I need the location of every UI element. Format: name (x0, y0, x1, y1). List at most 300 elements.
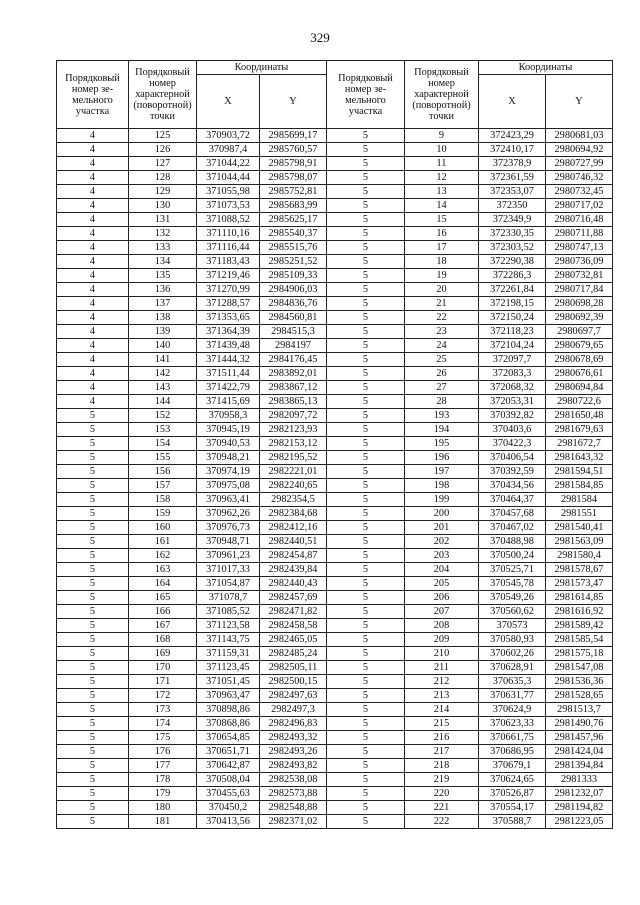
cell-x-left: 370963,47 (197, 689, 260, 703)
cell-y-left: 2985540,37 (260, 227, 327, 241)
cell-y-left: 2982538,08 (260, 773, 327, 787)
cell-parcel-right: 5 (327, 535, 405, 549)
cell-parcel-left: 4 (57, 283, 129, 297)
cell-point-left: 134 (129, 255, 197, 269)
cell-y-left: 2984515,3 (260, 325, 327, 339)
cell-y-right: 2981194,82 (546, 801, 613, 815)
cell-parcel-left: 4 (57, 199, 129, 213)
cell-y-left: 2982384,68 (260, 507, 327, 521)
cell-x-left: 371055,98 (197, 185, 260, 199)
table-row (57, 451, 613, 465)
cell-y-left: 2982221,01 (260, 465, 327, 479)
cell-x-left: 370651,71 (197, 745, 260, 759)
cell-point-right: 205 (405, 577, 479, 591)
cell-y-left: 2982496,83 (260, 717, 327, 731)
cell-point-right: 19 (405, 269, 479, 283)
table-row (57, 143, 613, 157)
cell-point-right: 22 (405, 311, 479, 325)
cell-parcel-left: 5 (57, 773, 129, 787)
cell-x-left: 371288,57 (197, 297, 260, 311)
cell-point-right: 17 (405, 241, 479, 255)
cell-y-right: 2980694,92 (546, 143, 613, 157)
cell-parcel-left: 4 (57, 171, 129, 185)
cell-parcel-left: 4 (57, 311, 129, 325)
cell-y-right: 2980681,03 (546, 129, 613, 143)
cell-point-right: 28 (405, 395, 479, 409)
table-row (57, 381, 613, 395)
cell-point-left: 177 (129, 759, 197, 773)
cell-y-right: 2981528,65 (546, 689, 613, 703)
cell-x-right: 370560,62 (479, 605, 546, 619)
table-row (57, 507, 613, 521)
cell-y-left: 2985760,57 (260, 143, 327, 157)
cell-parcel-left: 5 (57, 577, 129, 591)
cell-parcel-left: 5 (57, 661, 129, 675)
cell-y-left: 2985683,99 (260, 199, 327, 213)
page-number: 329 (310, 30, 330, 45)
cell-point-right: 204 (405, 563, 479, 577)
cell-point-left: 162 (129, 549, 197, 563)
cell-y-left: 2985699,17 (260, 129, 327, 143)
cell-y-right: 2980747,13 (546, 241, 613, 255)
cell-y-right: 2980676,61 (546, 367, 613, 381)
cell-point-right: 23 (405, 325, 479, 339)
cell-parcel-left: 4 (57, 129, 129, 143)
cell-y-left: 2984560,81 (260, 311, 327, 325)
cell-parcel-right: 5 (327, 493, 405, 507)
cell-y-right: 2980697,7 (546, 325, 613, 339)
cell-y-left: 2982493,26 (260, 745, 327, 759)
cell-y-left: 2983892,01 (260, 367, 327, 381)
cell-x-left: 371017,33 (197, 563, 260, 577)
cell-point-left: 130 (129, 199, 197, 213)
cell-y-left: 2982505,11 (260, 661, 327, 675)
cell-parcel-right: 5 (327, 563, 405, 577)
cell-x-right: 372118,23 (479, 325, 546, 339)
cell-parcel-left: 5 (57, 535, 129, 549)
cell-y-left: 2983867,12 (260, 381, 327, 395)
cell-parcel-left: 4 (57, 157, 129, 171)
cell-y-left: 2982440,43 (260, 577, 327, 591)
table-row (57, 675, 613, 689)
cell-x-right: 370392,82 (479, 409, 546, 423)
cell-parcel-right: 5 (327, 689, 405, 703)
cell-point-left: 161 (129, 535, 197, 549)
cell-x-left: 370940,53 (197, 437, 260, 451)
cell-point-left: 136 (129, 283, 197, 297)
cell-y-left: 2982471,82 (260, 605, 327, 619)
cell-parcel-left: 4 (57, 255, 129, 269)
table-row (57, 591, 613, 605)
cell-parcel-right: 5 (327, 395, 405, 409)
cell-point-left: 165 (129, 591, 197, 605)
cell-y-right: 2980678,69 (546, 353, 613, 367)
cell-x-left: 370868,86 (197, 717, 260, 731)
cell-point-right: 21 (405, 297, 479, 311)
cell-x-right: 370488,98 (479, 535, 546, 549)
cell-parcel-right: 5 (327, 143, 405, 157)
cell-point-left: 155 (129, 451, 197, 465)
cell-y-right: 2981616,92 (546, 605, 613, 619)
table-row (57, 479, 613, 493)
cell-point-left: 156 (129, 465, 197, 479)
table-body (57, 129, 613, 829)
cell-x-left: 370974,19 (197, 465, 260, 479)
cell-parcel-right: 5 (327, 759, 405, 773)
cell-parcel-right: 5 (327, 731, 405, 745)
cell-point-left: 181 (129, 815, 197, 829)
cell-x-right: 370467,02 (479, 521, 546, 535)
cell-point-right: 216 (405, 731, 479, 745)
cell-x-left: 371110,16 (197, 227, 260, 241)
cell-parcel-right: 5 (327, 675, 405, 689)
cell-parcel-left: 5 (57, 423, 129, 437)
cell-y-left: 2984906,03 (260, 283, 327, 297)
cell-y-right: 2981578,67 (546, 563, 613, 577)
cell-point-left: 175 (129, 731, 197, 745)
cell-point-right: 9 (405, 129, 479, 143)
cell-y-left: 2982500,15 (260, 675, 327, 689)
cell-y-right: 2981650,48 (546, 409, 613, 423)
y-header-right: Y (546, 75, 613, 129)
cell-point-right: 211 (405, 661, 479, 675)
cell-y-right: 2980698,28 (546, 297, 613, 311)
table-row (57, 423, 613, 437)
cell-parcel-left: 4 (57, 185, 129, 199)
cell-parcel-left: 5 (57, 409, 129, 423)
cell-x-right: 370628,91 (479, 661, 546, 675)
cell-parcel-right: 5 (327, 297, 405, 311)
cell-y-left: 2982493,82 (260, 759, 327, 773)
table-row (57, 815, 613, 829)
cell-point-right: 194 (405, 423, 479, 437)
cell-parcel-right: 5 (327, 311, 405, 325)
cell-point-right: 10 (405, 143, 479, 157)
cell-x-right: 372290,38 (479, 255, 546, 269)
cell-y-left: 2982440,51 (260, 535, 327, 549)
x-header-right: X (479, 75, 546, 129)
cell-y-left: 2984176,45 (260, 353, 327, 367)
cell-parcel-right: 5 (327, 647, 405, 661)
cell-y-right: 2981490,76 (546, 717, 613, 731)
cell-point-left: 176 (129, 745, 197, 759)
cell-x-left: 370948,21 (197, 451, 260, 465)
cell-point-left: 179 (129, 787, 197, 801)
table-row (57, 549, 613, 563)
cell-x-right: 372104,24 (479, 339, 546, 353)
cell-point-right: 13 (405, 185, 479, 199)
cell-point-left: 159 (129, 507, 197, 521)
cell-point-left: 154 (129, 437, 197, 451)
cell-x-left: 370945,19 (197, 423, 260, 437)
cell-point-right: 219 (405, 773, 479, 787)
cell-point-right: 206 (405, 591, 479, 605)
cell-x-left: 370975,08 (197, 479, 260, 493)
cell-x-right: 372083,3 (479, 367, 546, 381)
cell-point-left: 137 (129, 297, 197, 311)
cell-x-right: 370635,3 (479, 675, 546, 689)
table-row (57, 213, 613, 227)
table-row (57, 269, 613, 283)
cell-x-right: 372423,29 (479, 129, 546, 143)
cell-parcel-right: 5 (327, 605, 405, 619)
cell-x-right: 370624,9 (479, 703, 546, 717)
cell-y-left: 2983865,13 (260, 395, 327, 409)
cell-point-right: 207 (405, 605, 479, 619)
cell-point-right: 196 (405, 451, 479, 465)
cell-parcel-left: 4 (57, 269, 129, 283)
cell-x-left: 371044,44 (197, 171, 260, 185)
cell-x-left: 371116,44 (197, 241, 260, 255)
cell-y-left: 2982123,93 (260, 423, 327, 437)
cell-parcel-right: 5 (327, 787, 405, 801)
cell-point-left: 167 (129, 619, 197, 633)
cell-point-left: 169 (129, 647, 197, 661)
cell-x-right: 370545,78 (479, 577, 546, 591)
cell-point-left: 160 (129, 521, 197, 535)
table-row (57, 647, 613, 661)
x-header-left: X (197, 75, 260, 129)
cell-y-left: 2985752,81 (260, 185, 327, 199)
cell-x-right: 370500,24 (479, 549, 546, 563)
cell-x-right: 370573 (479, 619, 546, 633)
cell-x-left: 370450,2 (197, 801, 260, 815)
table-row (57, 717, 613, 731)
cell-x-right: 372068,32 (479, 381, 546, 395)
cell-point-left: 173 (129, 703, 197, 717)
cell-x-right: 370392,59 (479, 465, 546, 479)
cell-point-left: 127 (129, 157, 197, 171)
cell-point-right: 215 (405, 717, 479, 731)
cell-y-right: 2980692,39 (546, 311, 613, 325)
table-row (57, 255, 613, 269)
cell-y-left: 2982412,16 (260, 521, 327, 535)
cell-y-right: 2981223,05 (546, 815, 613, 829)
cell-x-left: 371422,79 (197, 381, 260, 395)
cell-parcel-left: 5 (57, 437, 129, 451)
cell-y-right: 2980694,84 (546, 381, 613, 395)
cell-parcel-left: 5 (57, 745, 129, 759)
table-row (57, 339, 613, 353)
point-number-header-right: Порядковый номер характерной (поворотной) точки (405, 61, 479, 129)
cell-point-right: 197 (405, 465, 479, 479)
cell-x-right: 372349,9 (479, 213, 546, 227)
cell-point-left: 132 (129, 227, 197, 241)
cell-x-left: 371439,48 (197, 339, 260, 353)
cell-x-left: 371444,32 (197, 353, 260, 367)
cell-point-right: 11 (405, 157, 479, 171)
cell-y-right: 2980679,65 (546, 339, 613, 353)
cell-parcel-right: 5 (327, 815, 405, 829)
cell-y-left: 2982354,5 (260, 493, 327, 507)
cell-x-left: 370898,86 (197, 703, 260, 717)
cell-point-left: 164 (129, 577, 197, 591)
cell-y-right: 2980711,88 (546, 227, 613, 241)
cell-y-right: 2980722,6 (546, 395, 613, 409)
cell-y-left: 2982573,88 (260, 787, 327, 801)
cell-x-left: 370654,85 (197, 731, 260, 745)
cell-x-right: 370525,71 (479, 563, 546, 577)
cell-x-right: 372361,59 (479, 171, 546, 185)
cell-x-left: 371353,65 (197, 311, 260, 325)
cell-y-right: 2980732,81 (546, 269, 613, 283)
parcel-number-header-left: Порядковый номер зе-мельного участка (57, 61, 129, 129)
cell-x-left: 370976,73 (197, 521, 260, 535)
cell-y-right: 2981643,32 (546, 451, 613, 465)
cell-parcel-left: 4 (57, 381, 129, 395)
cell-parcel-right: 5 (327, 479, 405, 493)
cell-parcel-right: 5 (327, 367, 405, 381)
cell-point-left: 166 (129, 605, 197, 619)
cell-y-right: 2980736,09 (546, 255, 613, 269)
cell-x-right: 370602,26 (479, 647, 546, 661)
table-row (57, 325, 613, 339)
cell-y-right: 2981536,36 (546, 675, 613, 689)
table-row (57, 283, 613, 297)
cell-point-left: 139 (129, 325, 197, 339)
cell-parcel-left: 5 (57, 591, 129, 605)
cell-point-right: 25 (405, 353, 479, 367)
cell-parcel-left: 5 (57, 563, 129, 577)
cell-y-right: 2981584,85 (546, 479, 613, 493)
table-row (57, 731, 613, 745)
cell-x-right: 372150,24 (479, 311, 546, 325)
cell-point-left: 163 (129, 563, 197, 577)
cell-point-left: 180 (129, 801, 197, 815)
cell-parcel-right: 5 (327, 549, 405, 563)
cell-x-left: 370455,63 (197, 787, 260, 801)
cell-parcel-right: 5 (327, 451, 405, 465)
cell-point-right: 18 (405, 255, 479, 269)
cell-x-right: 372053,31 (479, 395, 546, 409)
cell-x-right: 372303,52 (479, 241, 546, 255)
cell-point-right: 201 (405, 521, 479, 535)
cell-y-right: 2980717,02 (546, 199, 613, 213)
cell-parcel-right: 5 (327, 745, 405, 759)
cell-point-right: 198 (405, 479, 479, 493)
cell-y-left: 2985798,91 (260, 157, 327, 171)
cell-point-right: 202 (405, 535, 479, 549)
cell-parcel-left: 4 (57, 395, 129, 409)
cell-y-left: 2985109,33 (260, 269, 327, 283)
cell-x-right: 370686,95 (479, 745, 546, 759)
cell-x-left: 370508,04 (197, 773, 260, 787)
cell-y-right: 2981394,84 (546, 759, 613, 773)
cell-x-left: 370903,72 (197, 129, 260, 143)
cell-x-left: 371123,45 (197, 661, 260, 675)
cell-x-right: 370623,33 (479, 717, 546, 731)
cell-y-left: 2982195,52 (260, 451, 327, 465)
cell-y-right: 2981594,51 (546, 465, 613, 479)
cell-parcel-left: 5 (57, 633, 129, 647)
cell-x-left: 370413,56 (197, 815, 260, 829)
cell-x-right: 370549,26 (479, 591, 546, 605)
cell-x-left: 370963,41 (197, 493, 260, 507)
cell-point-right: 221 (405, 801, 479, 815)
cell-x-left: 371123,58 (197, 619, 260, 633)
cell-parcel-right: 5 (327, 773, 405, 787)
cell-point-right: 220 (405, 787, 479, 801)
cell-point-right: 213 (405, 689, 479, 703)
cell-point-left: 172 (129, 689, 197, 703)
cell-parcel-right: 5 (327, 619, 405, 633)
cell-parcel-right: 5 (327, 703, 405, 717)
cell-parcel-left: 4 (57, 143, 129, 157)
cell-point-left: 133 (129, 241, 197, 255)
table-row (57, 633, 613, 647)
cell-x-left: 370948,71 (197, 535, 260, 549)
cell-point-right: 193 (405, 409, 479, 423)
cell-y-right: 2981457,96 (546, 731, 613, 745)
cell-y-right: 2981513,7 (546, 703, 613, 717)
table-row (57, 157, 613, 171)
cell-point-right: 222 (405, 815, 479, 829)
cell-point-left: 128 (129, 171, 197, 185)
table-row (57, 535, 613, 549)
cell-y-left: 2982548,88 (260, 801, 327, 815)
cell-parcel-right: 5 (327, 521, 405, 535)
cell-x-left: 371159,31 (197, 647, 260, 661)
cell-parcel-left: 5 (57, 815, 129, 829)
cell-x-left: 370642,87 (197, 759, 260, 773)
cell-y-right: 2981232,07 (546, 787, 613, 801)
cell-x-right: 372378,9 (479, 157, 546, 171)
cell-parcel-right: 5 (327, 423, 405, 437)
cell-x-left: 370987,4 (197, 143, 260, 157)
cell-parcel-right: 5 (327, 577, 405, 591)
cell-x-left: 370962,26 (197, 507, 260, 521)
cell-parcel-left: 5 (57, 619, 129, 633)
cell-x-right: 372198,15 (479, 297, 546, 311)
cell-point-right: 203 (405, 549, 479, 563)
cell-y-left: 2985251,52 (260, 255, 327, 269)
cell-parcel-right: 5 (327, 801, 405, 815)
cell-x-right: 370631,77 (479, 689, 546, 703)
cell-x-left: 371364,39 (197, 325, 260, 339)
cell-x-right: 372097,7 (479, 353, 546, 367)
cell-x-left: 370958,3 (197, 409, 260, 423)
table-row (57, 563, 613, 577)
cell-point-left: 125 (129, 129, 197, 143)
cell-parcel-right: 5 (327, 227, 405, 241)
table-row (57, 311, 613, 325)
table-row (57, 185, 613, 199)
cell-y-left: 2982457,69 (260, 591, 327, 605)
cell-point-right: 218 (405, 759, 479, 773)
cell-parcel-left: 5 (57, 731, 129, 745)
cell-y-right: 2980732,45 (546, 185, 613, 199)
cell-parcel-right: 5 (327, 255, 405, 269)
cell-x-left: 371270,99 (197, 283, 260, 297)
cell-point-right: 200 (405, 507, 479, 521)
cell-x-right: 370526,87 (479, 787, 546, 801)
cell-point-right: 15 (405, 213, 479, 227)
table-row (57, 521, 613, 535)
cell-y-left: 2982497,63 (260, 689, 327, 703)
cell-point-right: 212 (405, 675, 479, 689)
cell-y-left: 2982493,32 (260, 731, 327, 745)
cell-x-left: 371183,43 (197, 255, 260, 269)
table-row (57, 297, 613, 311)
cell-parcel-left: 5 (57, 605, 129, 619)
cell-parcel-right: 5 (327, 157, 405, 171)
cell-x-left: 371085,52 (197, 605, 260, 619)
cell-y-left: 2982454,87 (260, 549, 327, 563)
cell-parcel-left: 5 (57, 675, 129, 689)
table-row (57, 353, 613, 367)
cell-parcel-right: 5 (327, 269, 405, 283)
cell-y-right: 2981614,85 (546, 591, 613, 605)
